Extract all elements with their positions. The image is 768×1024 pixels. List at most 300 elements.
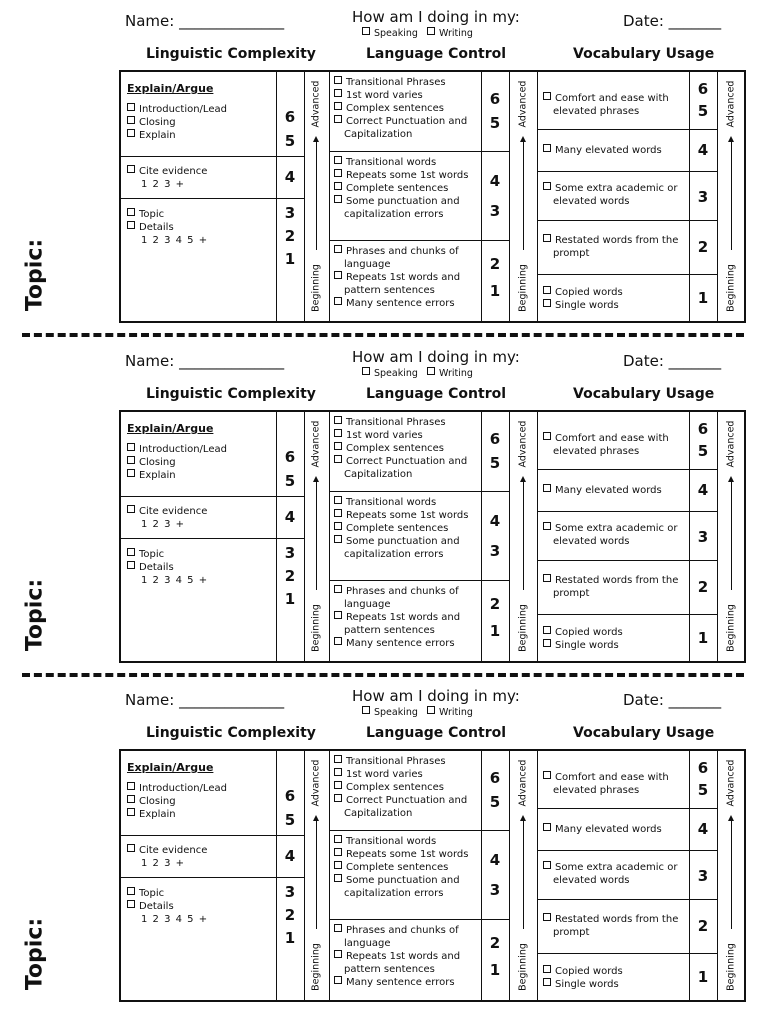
score: 2 bbox=[284, 567, 296, 585]
score: 6 bbox=[697, 420, 709, 438]
checklist-item: Many sentence errors bbox=[334, 976, 479, 989]
checklist-item: Repeats some 1st words bbox=[334, 848, 484, 861]
control-box-1 bbox=[334, 76, 479, 141]
advanced-label: Advanced bbox=[725, 420, 737, 468]
checklist-item: Some extra academic or elevated words bbox=[543, 861, 693, 887]
checkbox[interactable] bbox=[543, 639, 551, 647]
score: 3 bbox=[489, 202, 501, 220]
advanced-label: Advanced bbox=[310, 420, 322, 468]
detail-counter: 1 2 3 4 5 + bbox=[141, 575, 209, 586]
checklist-item: Repeats some 1st words bbox=[334, 169, 484, 182]
date-field[interactable]: Date: _______ bbox=[623, 12, 722, 30]
checkbox[interactable] bbox=[334, 794, 342, 802]
checkbox[interactable] bbox=[127, 103, 135, 111]
checkbox[interactable] bbox=[334, 115, 342, 123]
name-field[interactable]: Name: ______________ bbox=[125, 352, 285, 370]
checkbox[interactable] bbox=[127, 443, 135, 451]
rubric-grid bbox=[119, 70, 746, 323]
checkbox[interactable] bbox=[127, 505, 135, 513]
speaking-checkbox[interactable] bbox=[362, 27, 370, 35]
arrow-line bbox=[523, 480, 524, 590]
score: 6 bbox=[489, 90, 501, 108]
checklist-item: 1st word varies bbox=[334, 429, 479, 442]
checklist-item: Copied words bbox=[543, 286, 687, 299]
checkbox[interactable] bbox=[127, 208, 135, 216]
date-field[interactable]: Date: _______ bbox=[623, 352, 722, 370]
detail-counter: 1 2 3 4 5 + bbox=[141, 914, 209, 925]
linguistic-box-c bbox=[127, 548, 208, 587]
score: 5 bbox=[489, 454, 501, 472]
advanced-label: Advanced bbox=[310, 80, 322, 128]
vocab-box-1 bbox=[543, 92, 687, 118]
score: 1 bbox=[489, 282, 501, 300]
checkbox[interactable] bbox=[334, 781, 342, 789]
linguistic-box-a bbox=[127, 761, 227, 821]
checklist-item: Details bbox=[127, 561, 208, 574]
writing-checkbox[interactable] bbox=[427, 367, 435, 375]
vocab-box-1 bbox=[543, 771, 687, 797]
score: 6 bbox=[284, 787, 296, 805]
checklist-item: Complex sentences bbox=[334, 781, 479, 794]
checkbox[interactable] bbox=[334, 76, 342, 84]
checkbox[interactable] bbox=[543, 861, 551, 869]
score: 3 bbox=[489, 542, 501, 560]
checklist-item: Phrases and chunks of language bbox=[334, 585, 484, 611]
checkbox[interactable] bbox=[543, 144, 551, 152]
arrow-line bbox=[731, 480, 732, 590]
vocab-box-2 bbox=[543, 144, 687, 157]
score: 4 bbox=[489, 512, 501, 530]
checklist-item: Single words bbox=[543, 978, 687, 991]
linguistic-box-c bbox=[127, 208, 208, 247]
checklist-item: Topic bbox=[127, 548, 208, 561]
score: 3 bbox=[697, 528, 709, 546]
advanced-label: Advanced bbox=[310, 759, 322, 807]
checkbox[interactable] bbox=[543, 913, 551, 921]
checkbox[interactable] bbox=[543, 234, 551, 242]
score: 3 bbox=[697, 867, 709, 885]
beginning-label: Beginning bbox=[725, 943, 737, 991]
vocab-box-4 bbox=[543, 913, 687, 939]
rubric-grid bbox=[119, 749, 746, 1002]
checklist-item: Many sentence errors bbox=[334, 297, 479, 310]
score: 6 bbox=[489, 769, 501, 787]
how-label: How am I doing in my: bbox=[352, 687, 520, 705]
checklist-item: Explain bbox=[127, 129, 227, 142]
checklist-item: Single words bbox=[543, 639, 687, 652]
score: 1 bbox=[284, 929, 296, 947]
linguistic-box-a bbox=[127, 422, 227, 482]
score: 5 bbox=[284, 472, 296, 490]
score: 6 bbox=[697, 80, 709, 98]
checkbox[interactable] bbox=[334, 271, 342, 279]
score: 1 bbox=[697, 289, 709, 307]
score: 4 bbox=[489, 172, 501, 190]
checkbox[interactable] bbox=[334, 455, 342, 463]
score: 6 bbox=[284, 108, 296, 126]
checklist-item: Details bbox=[127, 221, 208, 234]
beginning-label: Beginning bbox=[310, 604, 322, 652]
writing-checkbox[interactable] bbox=[427, 27, 435, 35]
score: 3 bbox=[284, 204, 296, 222]
linguistic-box-a bbox=[127, 82, 227, 142]
checkbox[interactable] bbox=[334, 861, 342, 869]
scale-arrow bbox=[724, 751, 738, 1000]
checklist-item: Introduction/Lead bbox=[127, 782, 227, 795]
checkbox[interactable] bbox=[334, 611, 342, 619]
checkbox[interactable] bbox=[127, 808, 135, 816]
checkbox[interactable] bbox=[127, 548, 135, 556]
checkbox[interactable] bbox=[334, 768, 342, 776]
checkbox[interactable] bbox=[334, 102, 342, 110]
beginning-label: Beginning bbox=[310, 264, 322, 312]
score: 5 bbox=[284, 132, 296, 150]
checklist-item: Restated words from the prompt bbox=[543, 574, 693, 600]
checklist-item: Complete sentences bbox=[334, 182, 479, 195]
vocab-box-3 bbox=[543, 861, 687, 887]
checklist-item: Correct Punctuation and Capitalization bbox=[334, 794, 484, 820]
advanced-label: Advanced bbox=[517, 759, 529, 807]
checkbox[interactable] bbox=[334, 182, 342, 190]
linguistic-box-c bbox=[127, 887, 208, 926]
checkbox[interactable] bbox=[334, 195, 342, 203]
checklist-item: Details bbox=[127, 900, 208, 913]
checkbox[interactable] bbox=[543, 182, 551, 190]
checkbox[interactable] bbox=[334, 535, 342, 543]
cite-counter: 1 2 3 + bbox=[141, 858, 186, 869]
checklist-item: Copied words bbox=[543, 965, 687, 978]
writing-checkbox[interactable] bbox=[427, 706, 435, 714]
rubric-section bbox=[0, 679, 768, 1013]
checklist-item: Phrases and chunks of language bbox=[334, 245, 484, 271]
checkbox[interactable] bbox=[334, 976, 342, 984]
checklist-item: Transitional Phrases bbox=[334, 755, 479, 768]
checklist-item: Cite evidence bbox=[127, 505, 207, 518]
advanced-label: Advanced bbox=[725, 80, 737, 128]
checklist-item: Many elevated words bbox=[543, 144, 687, 157]
checkbox[interactable] bbox=[543, 299, 551, 307]
checkbox[interactable] bbox=[127, 844, 135, 852]
checklist-item: Cite evidence bbox=[127, 165, 207, 178]
col-header-control: Language Control bbox=[366, 46, 507, 62]
scale-arrow bbox=[309, 72, 323, 321]
checklist-item: Correct Punctuation and Capitalization bbox=[334, 115, 484, 141]
score: 1 bbox=[489, 622, 501, 640]
checkbox[interactable] bbox=[334, 89, 342, 97]
topic-label: Topic: bbox=[22, 238, 48, 312]
checklist-item: Many elevated words bbox=[543, 823, 687, 836]
checkbox[interactable] bbox=[127, 129, 135, 137]
score: 2 bbox=[489, 934, 501, 952]
checklist-item: Explain bbox=[127, 808, 227, 821]
checkbox[interactable] bbox=[334, 442, 342, 450]
checklist-item: Comfort and ease with elevated phrases bbox=[543, 771, 693, 797]
score: 2 bbox=[284, 906, 296, 924]
checkbox[interactable] bbox=[334, 522, 342, 530]
checkbox[interactable] bbox=[334, 429, 342, 437]
checklist-item: Transitional words bbox=[334, 835, 479, 848]
beginning-label: Beginning bbox=[517, 604, 529, 652]
checklist-item: Introduction/Lead bbox=[127, 443, 227, 456]
checkbox[interactable] bbox=[127, 116, 135, 124]
checkbox[interactable] bbox=[334, 416, 342, 424]
genre-title: Explain/Argue bbox=[127, 422, 214, 435]
score: 4 bbox=[284, 168, 296, 186]
how-label: How am I doing in my: bbox=[352, 348, 520, 366]
beginning-label: Beginning bbox=[725, 264, 737, 312]
checklist-item: Copied words bbox=[543, 626, 687, 639]
checkbox[interactable] bbox=[334, 950, 342, 958]
checkbox[interactable] bbox=[334, 874, 342, 882]
checkbox[interactable] bbox=[334, 755, 342, 763]
checkbox[interactable] bbox=[334, 924, 342, 932]
name-field[interactable]: Name: ______________ bbox=[125, 12, 285, 30]
date-field[interactable]: Date: _______ bbox=[623, 691, 722, 709]
score: 2 bbox=[489, 595, 501, 613]
checklist-item: Explain bbox=[127, 469, 227, 482]
control-box-1 bbox=[334, 416, 479, 481]
score: 5 bbox=[489, 114, 501, 132]
arrow-line bbox=[316, 480, 317, 590]
checkbox[interactable] bbox=[127, 221, 135, 229]
scale-arrow bbox=[516, 72, 530, 321]
score: 3 bbox=[284, 544, 296, 562]
checklist-item: Many sentence errors bbox=[334, 637, 479, 650]
score: 3 bbox=[284, 883, 296, 901]
cut-line bbox=[22, 673, 744, 677]
score: 4 bbox=[697, 141, 709, 159]
beginning-label: Beginning bbox=[725, 604, 737, 652]
rubric-grid bbox=[119, 410, 746, 663]
checkbox[interactable] bbox=[334, 509, 342, 517]
checkbox[interactable] bbox=[127, 469, 135, 477]
control-box-3 bbox=[334, 245, 479, 310]
score: 2 bbox=[489, 255, 501, 273]
checklist-item: Comfort and ease with elevated phrases bbox=[543, 92, 693, 118]
score: 4 bbox=[697, 820, 709, 838]
checklist-item: Some punctuation and capitalization errors bbox=[334, 535, 484, 561]
linguistic-box-b bbox=[127, 165, 207, 191]
checkbox[interactable] bbox=[127, 795, 135, 803]
checkbox[interactable] bbox=[543, 771, 551, 779]
checklist-item: Introduction/Lead bbox=[127, 103, 227, 116]
score: 2 bbox=[284, 227, 296, 245]
checkbox[interactable] bbox=[334, 848, 342, 856]
score: 6 bbox=[284, 448, 296, 466]
vocab-box-4 bbox=[543, 234, 687, 260]
checkbox[interactable] bbox=[543, 823, 551, 831]
checklist-item: Some punctuation and capitalization errors bbox=[334, 874, 484, 900]
vocab-box-5 bbox=[543, 626, 687, 652]
vocab-box-3 bbox=[543, 182, 687, 208]
beginning-label: Beginning bbox=[517, 943, 529, 991]
score: 1 bbox=[284, 250, 296, 268]
detail-counter: 1 2 3 4 5 + bbox=[141, 235, 209, 246]
topic-label: Topic: bbox=[22, 578, 48, 652]
checkbox[interactable] bbox=[334, 637, 342, 645]
topic-label: Topic: bbox=[22, 917, 48, 991]
checklist-item: Repeats some 1st words bbox=[334, 509, 484, 522]
mode-options: Speaking Writing bbox=[362, 706, 473, 718]
checklist-item: Phrases and chunks of language bbox=[334, 924, 484, 950]
checklist-item: Repeats 1st words and pattern sentences bbox=[334, 611, 484, 637]
vocab-box-2 bbox=[543, 823, 687, 836]
mode-options: Speaking Writing bbox=[362, 27, 473, 39]
genre-title: Explain/Argue bbox=[127, 82, 214, 95]
speaking-checkbox[interactable] bbox=[362, 706, 370, 714]
cite-counter: 1 2 3 + bbox=[141, 519, 186, 530]
vocab-box-5 bbox=[543, 286, 687, 312]
score: 6 bbox=[489, 430, 501, 448]
checklist-item: Comfort and ease with elevated phrases bbox=[543, 432, 693, 458]
checklist-item: Closing bbox=[127, 116, 227, 129]
name-field[interactable]: Name: ______________ bbox=[125, 691, 285, 709]
scale-arrow bbox=[724, 72, 738, 321]
checkbox[interactable] bbox=[543, 574, 551, 582]
checklist-item: Transitional words bbox=[334, 496, 479, 509]
score: 2 bbox=[697, 238, 709, 256]
scale-arrow bbox=[309, 412, 323, 661]
checklist-item: Closing bbox=[127, 795, 227, 808]
checklist-item: Complex sentences bbox=[334, 102, 479, 115]
col-header-linguistic: Linguistic Complexity bbox=[146, 725, 316, 741]
checklist-item: Many elevated words bbox=[543, 484, 687, 497]
checkbox[interactable] bbox=[543, 965, 551, 973]
col-header-vocab: Vocabulary Usage bbox=[573, 725, 715, 741]
col-header-control: Language Control bbox=[366, 386, 507, 402]
vocab-box-3 bbox=[543, 522, 687, 548]
checkbox[interactable] bbox=[334, 297, 342, 305]
score: 5 bbox=[697, 781, 709, 799]
col-header-linguistic: Linguistic Complexity bbox=[146, 386, 316, 402]
arrow-line bbox=[523, 819, 524, 929]
checklist-item: Some extra academic or elevated words bbox=[543, 182, 693, 208]
control-box-1 bbox=[334, 755, 479, 820]
checkbox[interactable] bbox=[334, 245, 342, 253]
checkbox[interactable] bbox=[127, 887, 135, 895]
checklist-item: Repeats 1st words and pattern sentences bbox=[334, 950, 484, 976]
speaking-checkbox[interactable] bbox=[362, 367, 370, 375]
checkbox[interactable] bbox=[127, 165, 135, 173]
checkbox[interactable] bbox=[127, 456, 135, 464]
score: 4 bbox=[489, 851, 501, 869]
vocab-box-2 bbox=[543, 484, 687, 497]
checkbox[interactable] bbox=[543, 432, 551, 440]
checklist-item: 1st word varies bbox=[334, 89, 479, 102]
score: 4 bbox=[284, 847, 296, 865]
checklist-item: Transitional Phrases bbox=[334, 416, 479, 429]
arrow-line bbox=[523, 140, 524, 250]
checklist-item: Cite evidence bbox=[127, 844, 207, 857]
advanced-label: Advanced bbox=[517, 80, 529, 128]
checkbox[interactable] bbox=[334, 585, 342, 593]
checkbox[interactable] bbox=[127, 782, 135, 790]
checkbox[interactable] bbox=[334, 835, 342, 843]
checklist-item: Restated words from the prompt bbox=[543, 913, 693, 939]
mode-options: Speaking Writing bbox=[362, 367, 473, 379]
beginning-label: Beginning bbox=[310, 943, 322, 991]
rubric-section bbox=[0, 0, 768, 334]
checkbox[interactable] bbox=[543, 286, 551, 294]
beginning-label: Beginning bbox=[517, 264, 529, 312]
checkbox[interactable] bbox=[127, 561, 135, 569]
cut-line bbox=[22, 333, 744, 337]
checkbox[interactable] bbox=[543, 978, 551, 986]
score: 1 bbox=[697, 629, 709, 647]
score: 6 bbox=[697, 759, 709, 777]
score: 1 bbox=[284, 590, 296, 608]
score: 4 bbox=[697, 481, 709, 499]
checkbox[interactable] bbox=[543, 522, 551, 530]
control-box-2 bbox=[334, 156, 479, 221]
score: 5 bbox=[284, 811, 296, 829]
col-header-vocab: Vocabulary Usage bbox=[573, 386, 715, 402]
checkbox[interactable] bbox=[543, 92, 551, 100]
score: 5 bbox=[697, 102, 709, 120]
advanced-label: Advanced bbox=[725, 759, 737, 807]
checklist-item: Complete sentences bbox=[334, 522, 479, 535]
control-box-3 bbox=[334, 924, 479, 989]
checkbox[interactable] bbox=[127, 900, 135, 908]
checklist-item: Topic bbox=[127, 887, 208, 900]
rubric-section bbox=[0, 340, 768, 674]
score: 5 bbox=[697, 442, 709, 460]
scale-arrow bbox=[516, 751, 530, 1000]
arrow-line bbox=[731, 140, 732, 250]
arrow-line bbox=[316, 819, 317, 929]
vocab-box-1 bbox=[543, 432, 687, 458]
checkbox[interactable] bbox=[334, 169, 342, 177]
control-box-2 bbox=[334, 496, 479, 561]
score: 2 bbox=[697, 917, 709, 935]
score: 5 bbox=[489, 793, 501, 811]
checklist-item: Correct Punctuation and Capitalization bbox=[334, 455, 484, 481]
score: 2 bbox=[697, 578, 709, 596]
col-header-control: Language Control bbox=[366, 725, 507, 741]
score: 1 bbox=[697, 968, 709, 986]
how-label: How am I doing in my: bbox=[352, 8, 520, 26]
checklist-item: Closing bbox=[127, 456, 227, 469]
scale-arrow bbox=[724, 412, 738, 661]
linguistic-box-b bbox=[127, 505, 207, 531]
control-box-2 bbox=[334, 835, 479, 900]
vocab-box-4 bbox=[543, 574, 687, 600]
linguistic-box-b bbox=[127, 844, 207, 870]
checkbox[interactable] bbox=[543, 484, 551, 492]
score: 3 bbox=[489, 881, 501, 899]
vocab-box-5 bbox=[543, 965, 687, 991]
checklist-item: Topic bbox=[127, 208, 208, 221]
arrow-line bbox=[731, 819, 732, 929]
control-box-3 bbox=[334, 585, 479, 650]
checkbox[interactable] bbox=[334, 496, 342, 504]
checklist-item: Transitional words bbox=[334, 156, 479, 169]
checklist-item: Single words bbox=[543, 299, 687, 312]
scale-arrow bbox=[309, 751, 323, 1000]
checklist-item: Complex sentences bbox=[334, 442, 479, 455]
checklist-item: 1st word varies bbox=[334, 768, 479, 781]
checkbox[interactable] bbox=[543, 626, 551, 634]
advanced-label: Advanced bbox=[517, 420, 529, 468]
scale-arrow bbox=[516, 412, 530, 661]
col-header-vocab: Vocabulary Usage bbox=[573, 46, 715, 62]
cite-counter: 1 2 3 + bbox=[141, 179, 186, 190]
checkbox[interactable] bbox=[334, 156, 342, 164]
arrow-line bbox=[316, 140, 317, 250]
score: 4 bbox=[284, 508, 296, 526]
checklist-item: Transitional Phrases bbox=[334, 76, 479, 89]
checklist-item: Repeats 1st words and pattern sentences bbox=[334, 271, 484, 297]
